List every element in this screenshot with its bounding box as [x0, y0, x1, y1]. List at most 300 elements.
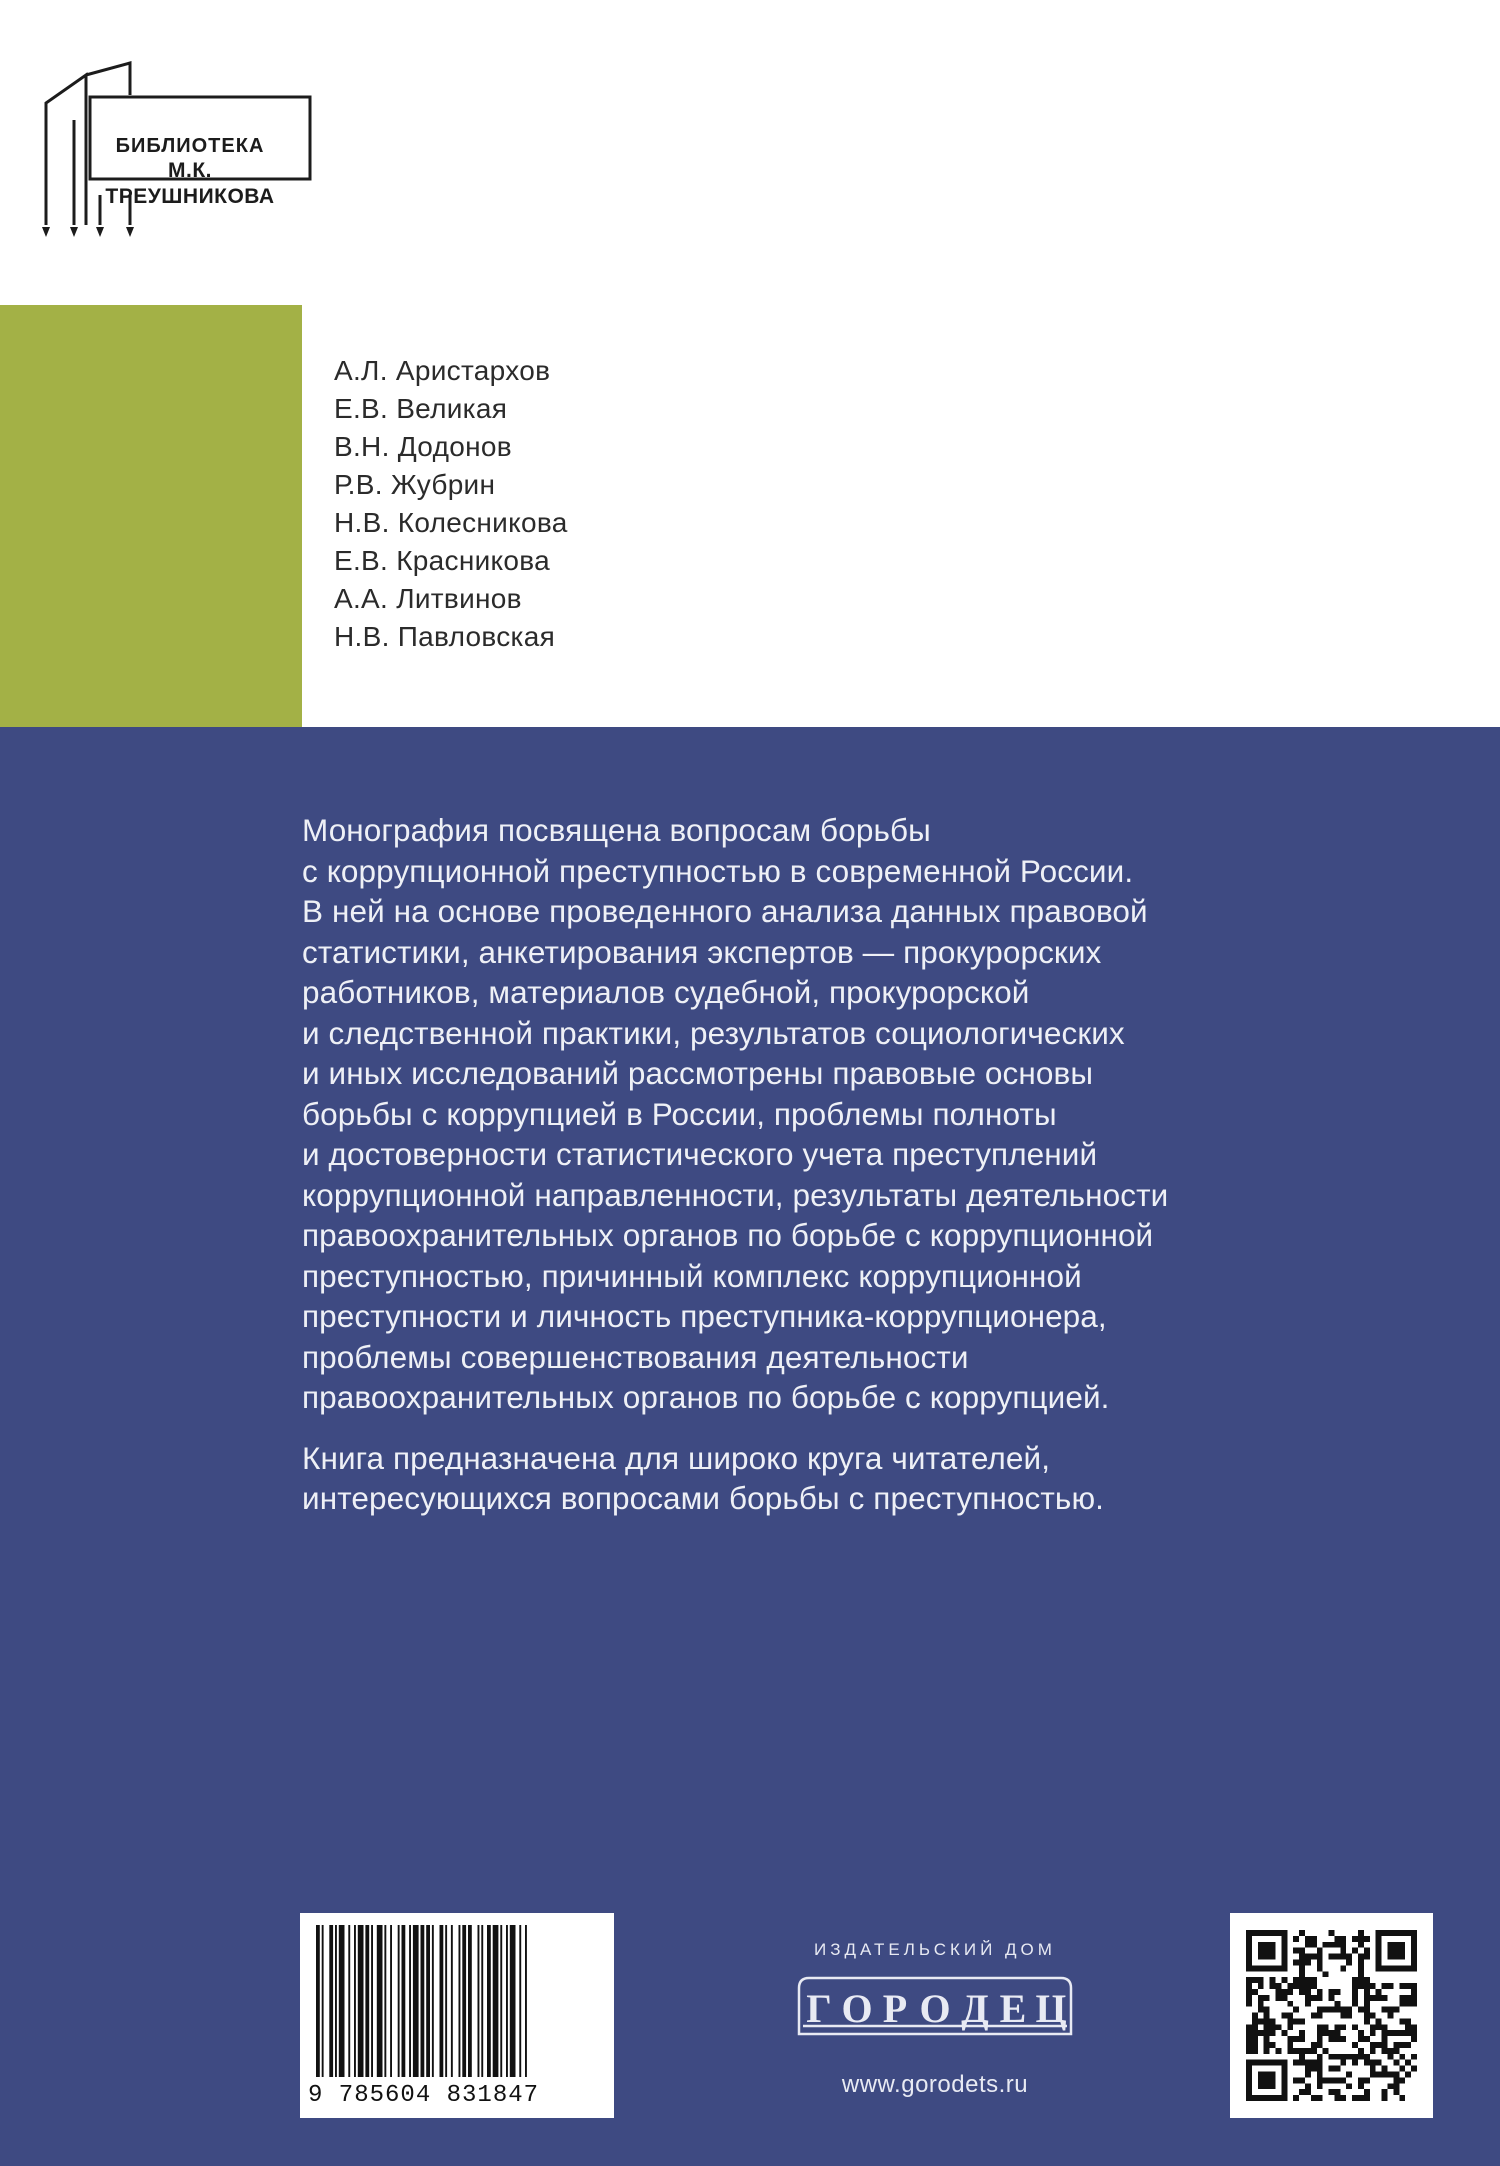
barcode-bar: [384, 1925, 386, 2077]
qr-module: [1405, 1995, 1411, 2001]
qr-finder: [1411, 1930, 1417, 1971]
qr-module: [1370, 2042, 1376, 2048]
qr-module: [1329, 1995, 1335, 2001]
qr-module: [1317, 2083, 1323, 2089]
qr-module: [1405, 1983, 1411, 1989]
barcode-bar: [409, 1925, 411, 2077]
qr-module: [1411, 1989, 1417, 1995]
qr-module: [1317, 2013, 1323, 2019]
annotation-line: В ней на основе проведенного анализа данных правовой: [302, 893, 1148, 929]
qr-module: [1352, 1983, 1358, 1989]
qr-module: [1340, 1954, 1346, 1960]
qr-module: [1411, 2024, 1417, 2030]
qr-module: [1393, 2077, 1399, 2083]
qr-module: [1305, 2048, 1311, 2054]
qr-module: [1305, 1983, 1311, 1989]
barcode-bar: [500, 1925, 502, 2077]
qr-module: [1252, 1977, 1258, 1983]
qr-module: [1246, 2036, 1252, 2042]
qr-module: [1411, 1995, 1417, 2001]
qr-module: [1258, 2030, 1264, 2036]
publisher-logo: [795, 1974, 1075, 2038]
publisher-logo-letter: О: [841, 1986, 873, 2031]
annotation-line: борьбы с коррупцией в России, проблемы полноты: [302, 1095, 1057, 1132]
qr-module: [1305, 1936, 1311, 1942]
author-name: В.Н. Додонов: [334, 431, 512, 462]
annotation-line: коррупционной направленности, результаты деятельности: [302, 1176, 1169, 1213]
qr-module: [1399, 2030, 1405, 2036]
qr-module: [1299, 2030, 1305, 2036]
qr-module: [1334, 2066, 1340, 2072]
qr-module: [1364, 2007, 1370, 2013]
qr-module: [1329, 1954, 1335, 1960]
qr-module: [1305, 1995, 1311, 2001]
qr-module: [1317, 1954, 1323, 1960]
qr-module: [1364, 2013, 1370, 2019]
qr-module: [1293, 2018, 1299, 2024]
qr-module: [1352, 2001, 1358, 2007]
qr-module: [1352, 1977, 1358, 1983]
qr-module: [1287, 1983, 1293, 1989]
qr-module: [1358, 1965, 1364, 1971]
publisher-logo-letter: Д: [961, 1986, 989, 2031]
barcode-bar: [493, 1925, 499, 2077]
isbn-digits: 9 785604 831847: [308, 2082, 540, 2109]
qr-module: [1281, 2030, 1287, 2036]
qr-module: [1370, 1995, 1376, 2001]
qr-module: [1352, 2024, 1358, 2030]
qr-module: [1329, 2030, 1335, 2036]
qr-module: [1364, 2060, 1370, 2066]
qr-module: [1317, 2066, 1323, 2072]
publisher-logo-letter: Г: [806, 1986, 832, 2031]
qr-module: [1376, 1995, 1382, 2001]
barcode-bar: [354, 1925, 356, 2077]
qr-module: [1405, 2018, 1411, 2024]
qr-module: [1270, 2030, 1276, 2036]
qr-module: [1287, 2048, 1293, 2054]
qr-module: [1287, 2018, 1293, 2024]
qr-module: [1270, 1983, 1276, 1989]
qr-module: [1246, 2024, 1252, 2030]
qr-module: [1270, 2024, 1276, 2030]
qr-module: [1311, 2066, 1317, 2072]
qr-module: [1323, 2048, 1329, 2054]
qr-module: [1264, 2042, 1270, 2048]
qr-module: [1393, 2048, 1399, 2054]
qr-module: [1364, 2054, 1370, 2060]
barcode-bar: [322, 1925, 324, 2077]
qr-module: [1317, 2054, 1323, 2060]
qr-module: [1370, 2030, 1376, 2036]
qr-module: [1352, 1995, 1358, 2001]
barcode-bar: [335, 1925, 337, 2077]
qr-module: [1299, 1948, 1305, 1954]
barcode-bar: [432, 1925, 434, 2077]
qr-module: [1388, 2072, 1394, 2078]
qr-module: [1299, 2018, 1305, 2024]
qr-module: [1358, 1936, 1364, 1942]
qr-module: [1246, 2030, 1252, 2036]
qr-module: [1293, 2077, 1299, 2083]
qr-module: [1358, 1954, 1364, 1960]
qr-module: [1405, 2030, 1411, 2036]
qr-module: [1311, 1983, 1317, 1989]
qr-module: [1264, 2030, 1270, 2036]
qr-module: [1299, 1983, 1305, 1989]
barcode-bar: [413, 1925, 419, 2077]
qr-module: [1358, 1959, 1364, 1965]
qr-module: [1264, 2018, 1270, 2024]
qr-module: [1246, 1977, 1252, 1983]
annotation-line: статистики, анкетирования экспертов — прокурорских: [302, 933, 1102, 970]
qr-module: [1334, 2089, 1340, 2095]
author-name: Е.В. Красникова: [334, 545, 551, 576]
qr-module: [1346, 2072, 1352, 2078]
publisher-website[interactable]: www.gorodets.ru: [841, 2071, 1029, 2098]
author-name: Н.В. Колесникова: [334, 507, 568, 538]
qr-module: [1311, 2013, 1317, 2019]
qr-module: [1293, 2048, 1299, 2054]
publisher-logo-letter: Ц: [1035, 1986, 1067, 2031]
green-accent-bar: [0, 305, 302, 727]
authors-list: [334, 352, 568, 656]
qr-module: [1299, 2048, 1305, 2054]
qr-module: [1393, 2089, 1399, 2095]
qr-module: [1275, 1989, 1281, 1995]
qr-module: [1388, 2007, 1394, 2013]
qr-module: [1364, 2095, 1370, 2101]
qr-module: [1352, 2060, 1358, 2066]
qr-module: [1376, 2072, 1382, 2078]
qr-module: [1293, 2036, 1299, 2042]
qr-finder: [1246, 1965, 1287, 1971]
qr-module: [1299, 1930, 1305, 1936]
qr-module: [1411, 2054, 1417, 2060]
qr-module: [1399, 1983, 1405, 1989]
qr-module: [1376, 2018, 1382, 2024]
qr-module: [1340, 2060, 1346, 2066]
qr-module: [1399, 2095, 1405, 2101]
qr-finder: [1246, 1930, 1252, 1971]
annotation-line: интересующихся вопросами борьбы с преступностью.: [302, 1480, 1105, 1516]
qr-module: [1305, 2083, 1311, 2089]
qr-module: [1370, 2024, 1376, 2030]
annotation-line: преступностью, причинный комплекс коррупционной: [302, 1257, 1082, 1294]
annotation-line: Книга предназначена для широко круга читателей,: [302, 1439, 1051, 1476]
qr-module: [1270, 2042, 1276, 2048]
qr-finder: [1258, 2072, 1276, 2090]
qr-module: [1305, 2066, 1311, 2072]
qr-module: [1281, 2013, 1287, 2019]
qr-module: [1252, 1989, 1258, 1995]
qr-module: [1281, 1977, 1287, 1983]
qr-module: [1405, 2060, 1411, 2066]
qr-module: [1299, 1959, 1305, 1965]
qr-module: [1293, 2060, 1299, 2066]
qr-module: [1329, 1942, 1335, 1948]
qr-module: [1388, 2030, 1394, 2036]
qr-module: [1358, 1930, 1364, 1936]
qr-module: [1305, 2060, 1311, 2066]
qr-module: [1293, 2095, 1299, 2101]
qr-module: [1370, 2072, 1376, 2078]
qr-module: [1411, 2030, 1417, 2036]
qr-finder: [1376, 1930, 1417, 1936]
qr-module: [1317, 1959, 1323, 1965]
qr-module: [1275, 1983, 1281, 1989]
qr-module: [1411, 2001, 1417, 2007]
qr-module: [1323, 2077, 1329, 2083]
qr-module: [1340, 2007, 1346, 2013]
qr-module: [1405, 2001, 1411, 2007]
qr-module: [1382, 2089, 1388, 2095]
qr-module: [1399, 2066, 1405, 2072]
qr-code: [1230, 1913, 1433, 2118]
qr-module: [1311, 1942, 1317, 1948]
qr-module: [1346, 2013, 1352, 2019]
author-name: Н.В. Павловская: [334, 621, 556, 652]
qr-module: [1364, 2018, 1370, 2024]
qr-module: [1370, 2066, 1376, 2072]
qr-module: [1393, 2030, 1399, 2036]
qr-module: [1275, 2048, 1281, 2054]
qr-module: [1346, 2007, 1352, 2013]
qr-module: [1323, 2024, 1329, 2030]
qr-module: [1340, 2036, 1346, 2042]
annotation-line: и достоверности статистического учета преступлений: [302, 1136, 1098, 1172]
barcode-bar: [329, 1925, 333, 2077]
barcode-bar: [339, 1925, 345, 2077]
annotation-line: правоохранительных органов по борьбе с коррупционной: [302, 1217, 1154, 1253]
barcode-bar: [440, 1925, 444, 2077]
qr-finder: [1281, 2060, 1287, 2101]
qr-module: [1311, 2095, 1317, 2101]
qr-module: [1364, 1954, 1370, 1960]
annotation-paragraph-2: [302, 1438, 1442, 1519]
barcode-bar: [519, 1925, 521, 2077]
qr-module: [1311, 2060, 1317, 2066]
qr-module: [1305, 1989, 1311, 1995]
barcode-bar: [506, 1925, 508, 2077]
qr-module: [1352, 2054, 1358, 2060]
qr-module: [1334, 2007, 1340, 2013]
qr-module: [1370, 2048, 1376, 2054]
qr-module: [1299, 2089, 1305, 2095]
annotation-paragraph-1: [302, 810, 1442, 1418]
qr-module: [1334, 1942, 1340, 1948]
qr-module: [1299, 1971, 1305, 1977]
qr-module: [1311, 2042, 1317, 2048]
qr-module: [1287, 1989, 1293, 1995]
qr-module: [1405, 2072, 1411, 2078]
barcode-bar: [358, 1925, 364, 2077]
qr-module: [1340, 1948, 1346, 1954]
cover-top-section: [0, 0, 1500, 727]
barcode-bar: [402, 1925, 406, 2077]
barcode-bar: [390, 1925, 392, 2077]
annotation-line: Монография посвящена вопросам борьбы: [302, 812, 931, 848]
qr-finder: [1246, 1930, 1287, 1936]
author-name: А.А. Литвинов: [334, 583, 522, 614]
qr-module: [1293, 1983, 1299, 1989]
qr-code-pattern: [1246, 1929, 1417, 2102]
qr-module: [1340, 1965, 1346, 1971]
qr-module: [1317, 1989, 1323, 1995]
qr-module: [1352, 2042, 1358, 2048]
qr-module: [1329, 2036, 1335, 2042]
qr-module: [1246, 1983, 1252, 1989]
qr-module: [1270, 2018, 1276, 2024]
qr-module: [1258, 1977, 1264, 1983]
qr-module: [1388, 2083, 1394, 2089]
qr-module: [1340, 2077, 1346, 2083]
qr-module: [1270, 1977, 1276, 1983]
barcode-bar: [468, 1925, 472, 2077]
publisher-block: [770, 1940, 1100, 2099]
barcode-bars: [314, 1925, 600, 2077]
qr-module: [1311, 2048, 1317, 2054]
qr-module: [1364, 1989, 1370, 1995]
qr-module: [1246, 1995, 1252, 2001]
publisher-logo-letter: Е: [999, 1986, 1027, 2031]
qr-finder: [1376, 1965, 1417, 1971]
qr-module: [1317, 2007, 1323, 2013]
qr-module: [1246, 1989, 1252, 1995]
qr-module: [1393, 2042, 1399, 2048]
qr-finder: [1376, 1930, 1382, 1971]
qr-module: [1346, 1959, 1352, 1965]
qr-module: [1352, 1948, 1358, 1954]
qr-module: [1323, 1942, 1329, 1948]
qr-module: [1311, 1977, 1317, 1983]
qr-module: [1252, 2042, 1258, 2048]
qr-module: [1382, 2095, 1388, 2101]
qr-module: [1317, 2042, 1323, 2048]
author-name: А.Л. Аристархов: [334, 355, 551, 386]
qr-module: [1364, 1995, 1370, 2001]
qr-module: [1399, 2077, 1405, 2083]
qr-module: [1382, 1983, 1388, 1989]
annotation-line: работников, материалов судебной, прокурорской: [302, 974, 1030, 1010]
qr-module: [1382, 2007, 1388, 2013]
barcode-bar: [481, 1925, 483, 2077]
barcode-bar: [365, 1925, 369, 2077]
qr-module: [1334, 2024, 1340, 2030]
barcode-bar: [510, 1925, 516, 2077]
qr-module: [1287, 2042, 1293, 2048]
qr-module: [1334, 1954, 1340, 1960]
qr-module: [1399, 2042, 1405, 2048]
barcode: [300, 1913, 614, 2118]
qr-module: [1340, 2024, 1346, 2030]
barcode-bar: [371, 1925, 373, 2077]
barcode-bar: [398, 1925, 400, 2077]
qr-module: [1340, 2054, 1346, 2060]
qr-module: [1317, 1948, 1323, 1954]
qr-module: [1323, 2007, 1329, 2013]
qr-module: [1252, 2030, 1258, 2036]
qr-finder: [1388, 1942, 1406, 1960]
qr-module: [1334, 2077, 1340, 2083]
qr-module: [1340, 1942, 1346, 1948]
qr-module: [1376, 2042, 1382, 2048]
qr-module: [1293, 1959, 1299, 1965]
barcode-bar: [426, 1925, 430, 2077]
qr-module: [1305, 1959, 1311, 1965]
qr-module: [1287, 2013, 1293, 2019]
qr-module: [1311, 1995, 1317, 2001]
qr-module: [1382, 2024, 1388, 2030]
qr-module: [1346, 1954, 1352, 1960]
qr-module: [1358, 1983, 1364, 1989]
qr-module: [1293, 1948, 1299, 1954]
qr-module: [1388, 2054, 1394, 2060]
publisher-logo-letter: Р: [882, 1986, 908, 2031]
qr-module: [1299, 1954, 1305, 1960]
qr-module: [1275, 2024, 1281, 2030]
qr-module: [1358, 1977, 1364, 1983]
qr-module: [1252, 2013, 1258, 2019]
barcode-bar: [462, 1925, 466, 2077]
qr-module: [1311, 1954, 1317, 1960]
qr-module: [1376, 1989, 1382, 1995]
annotation-line: преступности и личность преступника-коррупционера,: [302, 1298, 1107, 1334]
qr-finder: [1281, 1930, 1287, 1971]
qr-module: [1346, 2054, 1352, 2060]
qr-module: [1346, 2083, 1352, 2089]
barcode-bar: [478, 1925, 480, 2077]
qr-module: [1317, 2060, 1323, 2066]
annotation-text: [302, 810, 1442, 1519]
qr-module: [1287, 2024, 1293, 2030]
qr-module: [1376, 2024, 1382, 2030]
qr-module: [1246, 2048, 1252, 2054]
qr-module: [1264, 2024, 1270, 2030]
qr-module: [1258, 1995, 1264, 2001]
qr-module: [1293, 1936, 1299, 1942]
qr-module: [1388, 2013, 1394, 2019]
qr-module: [1393, 2060, 1399, 2066]
qr-module: [1364, 1948, 1370, 1954]
qr-module: [1358, 2054, 1364, 2060]
qr-module: [1334, 2036, 1340, 2042]
publisher-logo-letter: О: [919, 1986, 951, 2031]
qr-module: [1317, 2095, 1323, 2101]
author-name: Е.В. Великая: [334, 393, 508, 424]
qr-module: [1358, 1971, 1364, 1977]
qr-module: [1246, 2042, 1252, 2048]
qr-module: [1299, 1989, 1305, 1995]
qr-module: [1370, 2060, 1376, 2066]
qr-module: [1329, 1930, 1335, 1936]
qr-module: [1252, 2024, 1258, 2030]
qr-module: [1264, 2048, 1270, 2054]
qr-module: [1334, 1936, 1340, 1942]
qr-module: [1340, 1936, 1346, 1942]
qr-module: [1393, 2083, 1399, 2089]
qr-module: [1287, 2036, 1293, 2042]
qr-module: [1299, 2077, 1305, 2083]
qr-module: [1382, 2072, 1388, 2078]
qr-module: [1258, 2018, 1264, 2024]
qr-module: [1246, 2001, 1252, 2007]
qr-module: [1399, 2001, 1405, 2007]
qr-module: [1364, 2089, 1370, 2095]
qr-module: [1329, 2066, 1335, 2072]
qr-module: [1340, 2095, 1346, 2101]
qr-module: [1334, 2030, 1340, 2036]
